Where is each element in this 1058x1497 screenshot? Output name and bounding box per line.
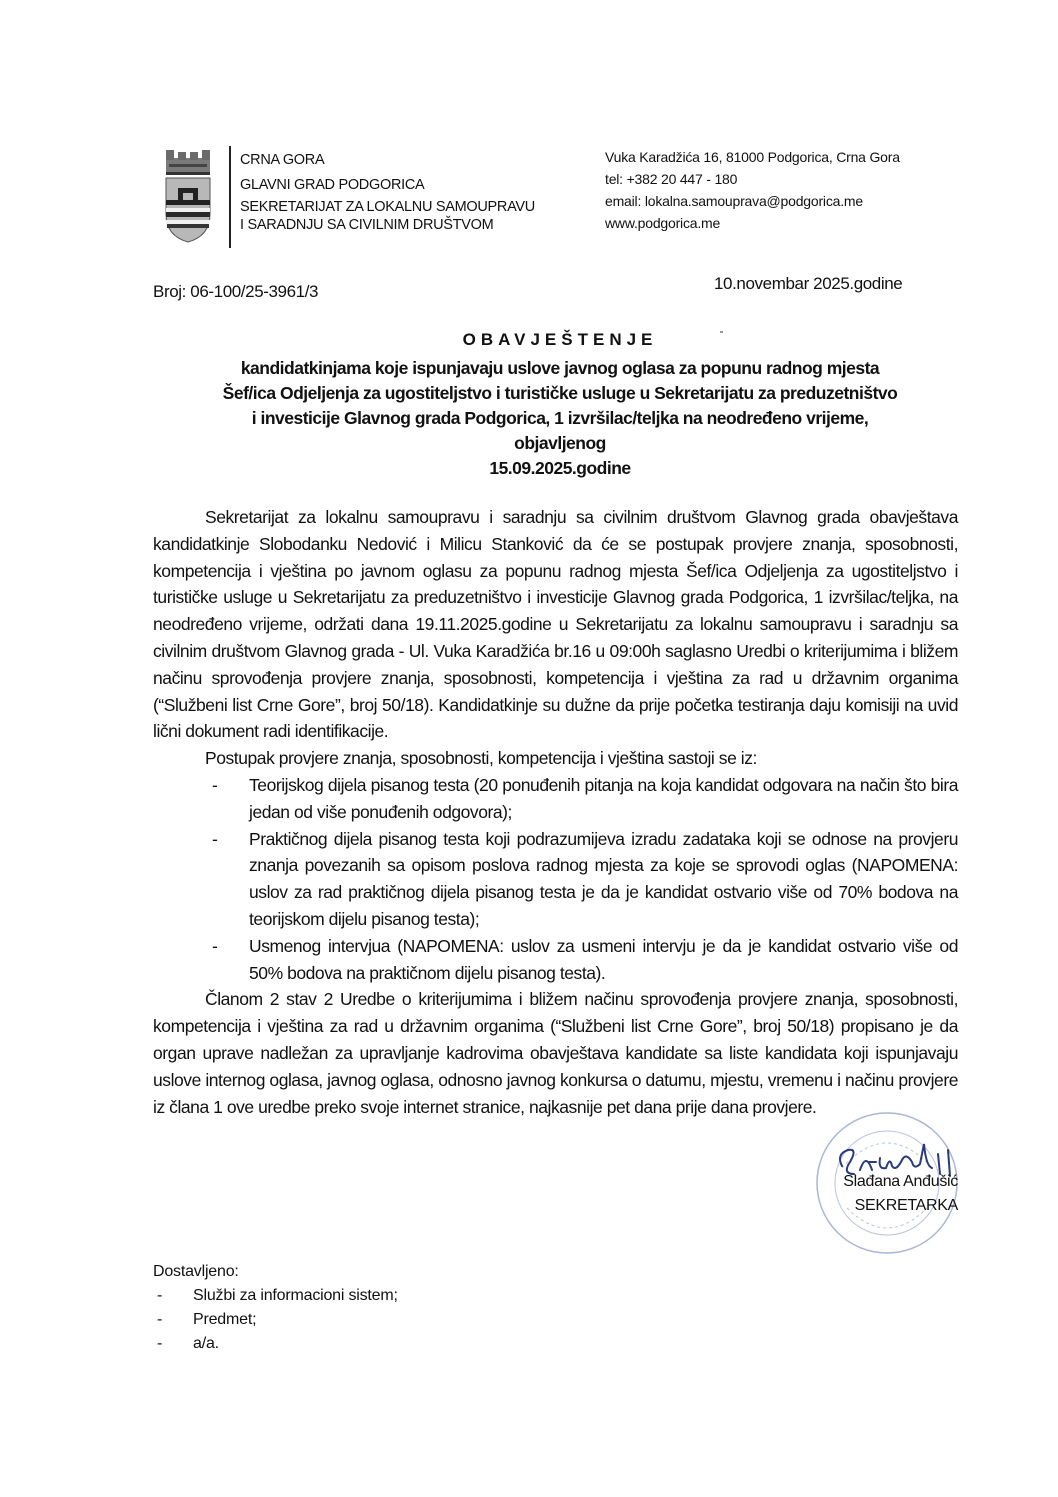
subtitle-line: objavljenog	[514, 433, 606, 453]
title-block	[150, 330, 970, 481]
list-item-text: Usmenog intervjua (NAPOMENA: uslov za usmeni intervju je da je kandidat ostvario više od 50% bodova na praktičnom dijelu pisanog testa).	[249, 935, 958, 983]
contact-info	[605, 146, 900, 234]
bullet-dash: -	[157, 1287, 163, 1304]
distribution-list	[153, 1260, 398, 1356]
list-item-text: Teorijskog dijela pisanog testa (20 ponuđenih pitanja na koja kandidat odgovara na način što bira jedan od više ponuđenih odgovora);	[249, 774, 958, 822]
org-city: GLAVNI GRAD PODGORICA	[240, 176, 425, 193]
bullet-dash: -	[212, 774, 218, 795]
bullet-dash: -	[157, 1311, 163, 1328]
org-secretariat-cont: I SARADNJU SA CIVILNIM DRUŠTVOM	[240, 216, 494, 233]
list-item	[201, 933, 958, 987]
bullet-dash: -	[157, 1335, 163, 1352]
subtitle-line: Šef/ica Odjeljenja za ugostiteljstvo i turističke usluge u Sekretarijatu za preduzetništvo	[222, 383, 898, 403]
contact-website[interactable]: www.podgorica.me	[605, 215, 721, 231]
list-item-text: Službi za informacioni sistem;	[193, 1287, 398, 1304]
list-item-text: a/a.	[193, 1335, 219, 1352]
list-item	[153, 1284, 398, 1308]
distribution-items	[153, 1284, 398, 1356]
procedure-list	[153, 772, 958, 986]
subtitle-line: 15.09.2025.godine	[489, 458, 631, 478]
subtitle-line: i investicije Glavnog grada Podgorica, 1 izvršilac/teljka na neodređeno vrijeme,	[251, 408, 869, 428]
organization-name	[240, 153, 535, 232]
document-title: OBAVJEŠTENJE	[462, 330, 658, 349]
bullet-dash: -	[212, 935, 218, 956]
subtitle-line: kandidatkinjama koje ispunjavaju uslove javnog oglasa za popunu radnog mjesta	[240, 358, 880, 378]
list-item-text: Predmet;	[193, 1311, 257, 1328]
contact-email[interactable]: email: lokalna.samouprava@podgorica.me	[605, 193, 863, 209]
coat-of-arms-icon	[163, 148, 213, 244]
signature-block	[808, 1170, 958, 1218]
reference-number: Broj: 06-100/25-3961/3	[153, 282, 319, 301]
paragraph-notice: Sekretarijat za lokalnu samoupravu i saradnju sa civilnim društvom Glavnog grada obavještava kandidatkinje Slobodanku Nedović i Milicu Stanković da će se postupak provjere znanja, sposobnosti, kompetencija i vještina po javnom oglasu za popunu radnog mjesta Šef/ica Odjeljenja za ugostiteljstvo i turističke usluge u Sekretarijatu za preduzetništvo i investicije Glavnog grada Podgorica, 1 izvršilac/teljka, na neodređeno vrijeme, održati dana 19.11.2025.godine u Sekretarijatu za lokalnu samoupravu i saradnju sa civilnim društvom Glavnog grada - Ul. Vuka Karadžića br.16 u 09:00h saglasno Uredbi o kriterijumima i bližem načinu sprovođenja provjere znanja, sposobnosti, kompetencija i vještina za rad u državnim organima (“Službeni list Crne Gore”, broj 50/18). Kandidatkinje su dužne da prije početka testiranja daju komisiji na uvid lični dokument radi identifikacije.	[153, 507, 958, 742]
paragraph-procedure: Postupak provjere znanja, sposobnosti, kompetencija i vještina sastoji se iz:	[205, 748, 757, 769]
signer-name: Slađana Anđušić	[843, 1173, 958, 1190]
document-date: 10.novembar 2025.godine	[714, 274, 903, 293]
signer-role: SEKRETARKA	[854, 1197, 958, 1214]
bullet-dash: -	[212, 828, 218, 849]
list-item	[201, 772, 958, 826]
distribution-label: Dostavljeno:	[153, 1263, 239, 1280]
org-country: CRNA GORA	[240, 152, 325, 168]
list-item	[153, 1332, 398, 1356]
document-body	[153, 504, 958, 1120]
document-subtitle	[150, 356, 970, 481]
list-item	[153, 1308, 398, 1332]
org-secretariat: SEKRETARIJAT ZA LOKALNU SAMOUPRAVU	[240, 199, 535, 215]
list-item	[201, 826, 958, 933]
header-divider	[229, 146, 231, 248]
contact-phone: tel: +382 20 447 - 180	[605, 171, 738, 187]
list-item-text: Praktičnog dijela pisanog testa koji podrazumijeva izradu zadataka koji se odnose na provjeru znanja povezanih sa opisom poslova radnog mjesta za koje se sprovodi oglas (NAPOMENA: uslov za rad praktičnog dijela pisanog testa je da je kandidat ostvario više od 70% bodova na teorijskom dijelu pisanog testa);	[249, 828, 958, 929]
paragraph-legal-basis: Članom 2 stav 2 Uredbe o kriterijumima i bližem načinu sprovođenja provjere znanja, sposobnosti, kompetencija i vještina za rad u državnim organima (“Službeni list Crne Gore”, broj 50/18) propisano je da organ uprave nadležan za upravljanje kadrovima obavještava kandidate sa liste kandidata koji ispunjavaju uslove internog oglasa, javnog oglasa, odnosno javnog konkursa o datumu, mjestu, vremenu i načinu provjere iz člana 1 ove uredbe preko svoje internet stranice, najkasnije pet dana prije dana provjere.	[153, 989, 958, 1117]
contact-address: Vuka Karadžića 16, 81000 Podgorica, Crna Gora	[605, 149, 900, 165]
